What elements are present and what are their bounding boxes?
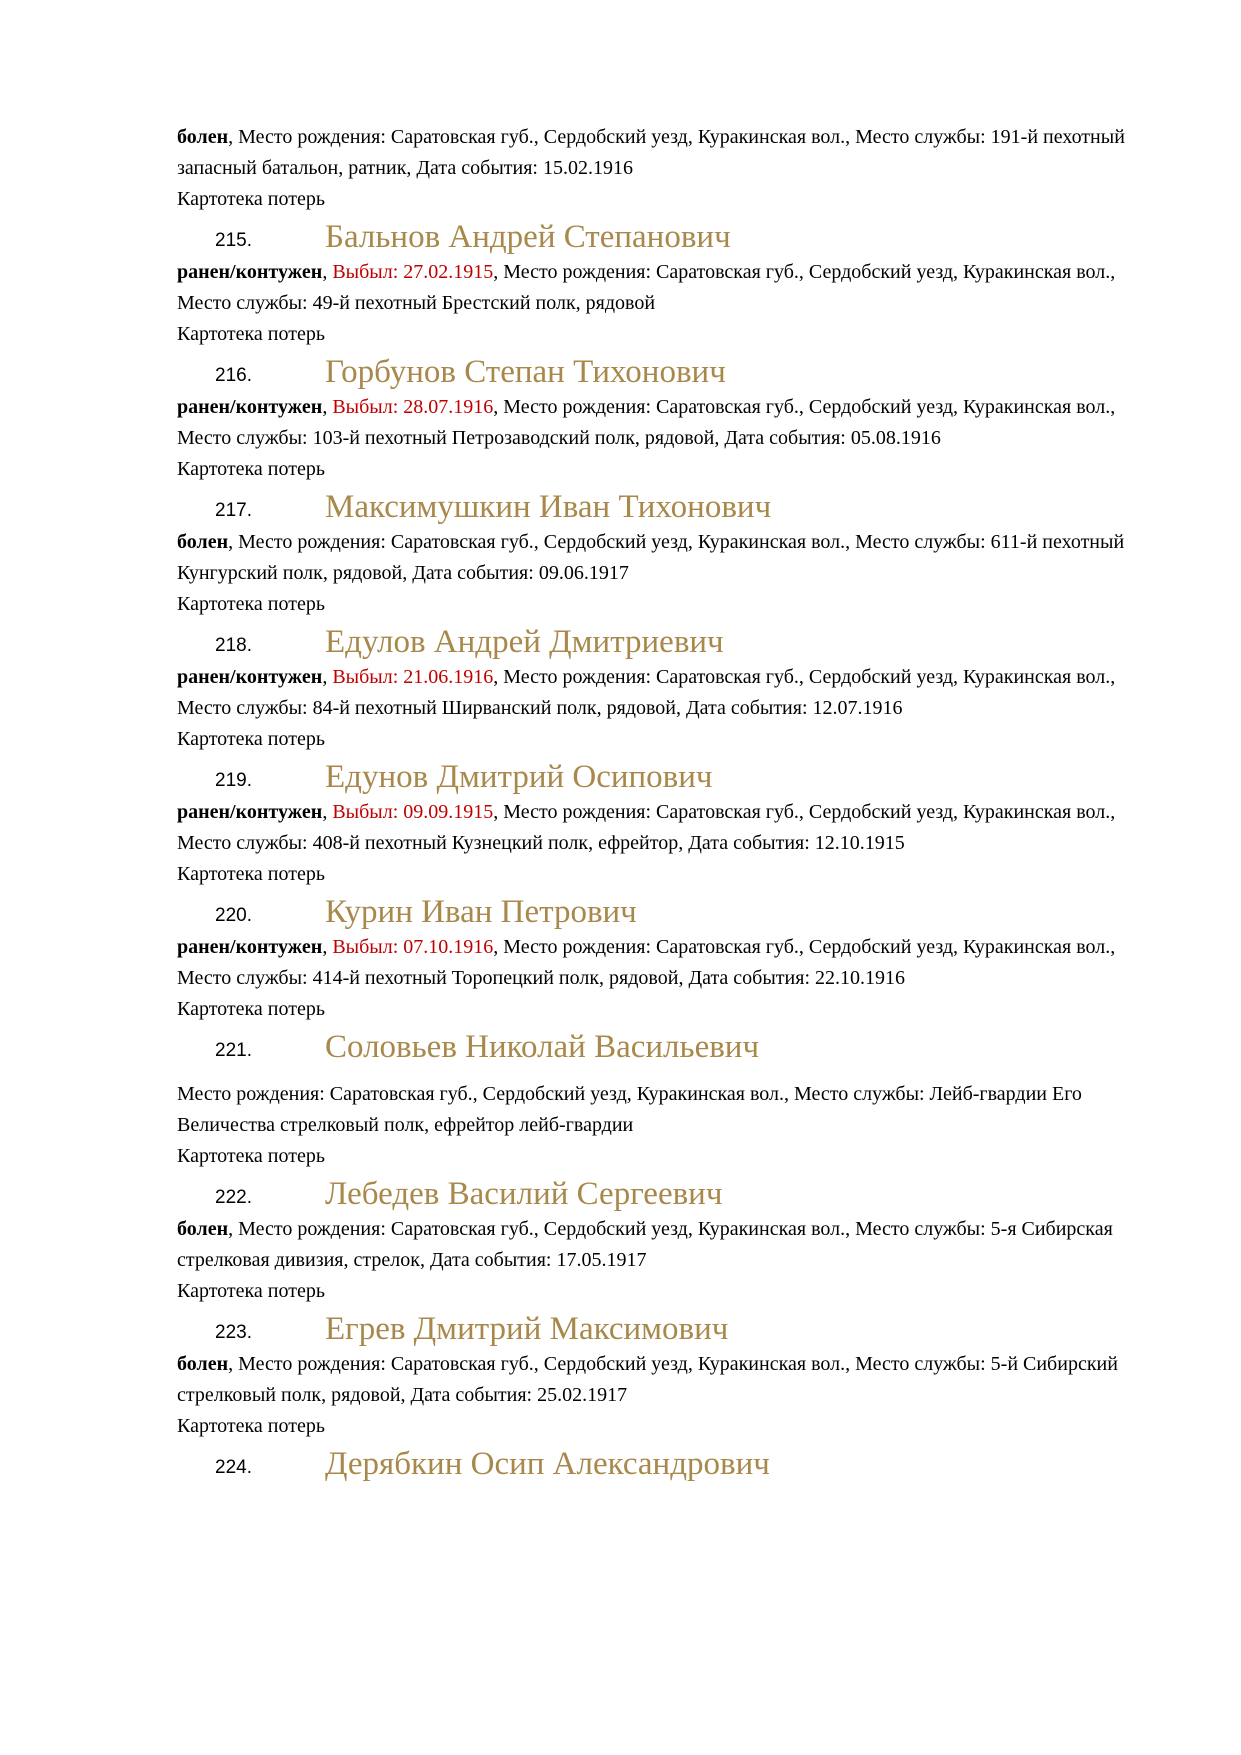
entry-description: ранен/контужен, Выбыл: 21.06.1916, Место рождения: Саратовская губ., Сердобский уезд, Куракинская вол., Место службы: 84-й пехотный Ширванский полк, рядовой, Дата события: 12.07.1916 <box>177 666 1116 719</box>
person-name: Курин Иван Петрович <box>325 894 637 930</box>
casualty-status: болен <box>177 126 229 148</box>
person-name: Соловьев Николай Васильевич <box>325 1029 760 1065</box>
discharge-date: Выбыл: 28.07.1916 <box>332 396 494 418</box>
entry-details: , Место рождения: Саратовская губ., Сердобский уезд, Куракинская вол., Место службы: 414-й пехотный Торопецкий полк, рядовой, Дата события: 22.10.1916 <box>177 936 1116 989</box>
entry-number: 218. <box>215 635 252 656</box>
entry-heading <box>177 215 1157 257</box>
spacer <box>177 1067 1157 1079</box>
entry-heading <box>177 755 1157 797</box>
entry-heading <box>177 1025 1157 1067</box>
casualty-status: болен <box>177 1353 229 1375</box>
source-label: Картотека потерь <box>177 188 325 210</box>
entry-details: , Место рождения: Саратовская губ., Сердобский уезд, Куракинская вол., Место службы: 408-й пехотный Кузнецкий полк, ефрейтор, Дата события: 12.10.1915 <box>177 801 1116 854</box>
entry-heading <box>177 350 1157 392</box>
casualty-status: болен <box>177 1218 229 1240</box>
entry-number: 220. <box>215 905 252 926</box>
casualty-status: ранен/контужен <box>177 666 323 688</box>
entry-details: , Место рождения: Саратовская губ., Сердобский уезд, Куракинская вол., Место службы: 49-й пехотный Брестский полк, рядовой <box>177 261 1116 314</box>
entry-details: , Место рождения: Саратовская губ., Сердобский уезд, Куракинская вол., Место службы: 84-й пехотный Ширванский полк, рядовой, Дата события: 12.07.1916 <box>177 666 1116 719</box>
source-label: Картотека потерь <box>177 728 325 750</box>
entry-description <box>177 527 1157 589</box>
entry-details: , Место рождения: Саратовская губ., Сердобский уезд, Куракинская вол., Место службы: 611-й пехотный Кунгурский полк, рядовой, Дата события: 09.06.1917 <box>177 531 1125 584</box>
source-label: Картотека потерь <box>177 1145 325 1167</box>
entry-heading <box>177 1307 1157 1349</box>
entry-heading <box>177 485 1157 527</box>
entry-number: 217. <box>215 500 252 521</box>
discharge-date: Выбыл: 27.02.1915 <box>332 261 494 283</box>
source-label: Картотека потерь <box>177 863 325 885</box>
entry-number: 224. <box>215 1457 252 1478</box>
person-name: Егрев Дмитрий Максимович <box>325 1311 729 1347</box>
entry-description <box>177 1214 1157 1276</box>
source-label: Картотека потерь <box>177 1280 325 1302</box>
source-label: Картотека потерь <box>177 323 325 345</box>
entry-heading <box>177 890 1157 932</box>
person-name: Лебедев Василий Сергеевич <box>325 1176 723 1212</box>
entry-number: 216. <box>215 365 252 386</box>
entry-heading <box>177 1442 1157 1484</box>
entry-details: Место рождения: Саратовская губ., Сердобский уезд, Куракинская вол., Место службы: Лейб-гвардии Его Величества стрелковый полк, ефрейтор лейб-гвардии <box>177 1083 1082 1136</box>
person-name: Едулов Андрей Дмитриевич <box>325 624 724 660</box>
entry-heading <box>177 620 1157 662</box>
casualty-status: ранен/контужен <box>177 936 323 958</box>
casualty-status: ранен/контужен <box>177 801 323 823</box>
entry-details: , Место рождения: Саратовская губ., Сердобский уезд, Куракинская вол., Место службы: 191-й пехотный запасный батальон, ратник, Дата события: 15.02.1916 <box>177 126 1125 179</box>
casualty-status: болен <box>177 531 229 553</box>
entry-details: , Место рождения: Саратовская губ., Сердобский уезд, Куракинская вол., Место службы: 5-я Сибирская стрелковая дивизия, стрелок, Дата события: 17.05.1917 <box>177 1218 1113 1271</box>
entry-number: 221. <box>215 1040 252 1061</box>
entry-details: , Место рождения: Саратовская губ., Сердобский уезд, Куракинская вол., Место службы: 5-й Сибирский стрелковый полк, рядовой, Дата события: 25.02.1917 <box>177 1353 1118 1406</box>
person-name: Едунов Дмитрий Осипович <box>325 759 713 795</box>
entry-description: ранен/контужен, Выбыл: 09.09.1915, Место рождения: Саратовская губ., Сердобский уезд, Куракинская вол., Место службы: 408-й пехотный Кузнецкий полк, ефрейтор, Дата события: 12.10.1915 <box>177 801 1116 854</box>
person-name: Бальнов Андрей Степанович <box>325 219 731 255</box>
entry-description: ранен/контужен, Выбыл: 07.10.1916, Место рождения: Саратовская губ., Сердобский уезд, Куракинская вол., Место службы: 414-й пехотный Торопецкий полк, рядовой, Дата события: 22.10.1916 <box>177 936 1116 989</box>
discharge-date: Выбыл: 07.10.1916 <box>332 936 494 958</box>
casualty-status: ранен/контужен <box>177 396 323 418</box>
source-label: Картотека потерь <box>177 593 325 615</box>
source-label: Картотека потерь <box>177 998 325 1020</box>
source-label: Картотека потерь <box>177 458 325 480</box>
entry-description <box>177 122 1157 184</box>
person-name: Горбунов Степан Тихонович <box>325 354 726 390</box>
document-page <box>177 122 1157 1484</box>
discharge-date: Выбыл: 09.09.1915 <box>332 801 494 823</box>
entry-description <box>177 1349 1157 1411</box>
casualty-status: ранен/контужен <box>177 261 323 283</box>
entry-heading <box>177 1172 1157 1214</box>
entry-number: 219. <box>215 770 252 791</box>
source-label: Картотека потерь <box>177 1415 325 1437</box>
entry-description: ранен/контужен, Выбыл: 28.07.1916, Место рождения: Саратовская губ., Сердобский уезд, Куракинская вол., Место службы: 103-й пехотный Петрозаводский полк, рядовой, Дата события: 05.08.1916 <box>177 396 1116 449</box>
entry-number: 215. <box>215 230 252 251</box>
entry-description: ранен/контужен, Выбыл: 27.02.1915, Место рождения: Саратовская губ., Сердобский уезд, Куракинская вол., Место службы: 49-й пехотный Брестский полк, рядовой <box>177 261 1116 314</box>
person-name: Максимушкин Иван Тихонович <box>325 489 772 525</box>
entry-number: 223. <box>215 1322 252 1343</box>
entry-details: , Место рождения: Саратовская губ., Сердобский уезд, Куракинская вол., Место службы: 103-й пехотный Петрозаводский полк, рядовой, Дата события: 05.08.1916 <box>177 396 1116 449</box>
person-name: Дерябкин Осип Александрович <box>325 1446 770 1482</box>
entry-number: 222. <box>215 1187 252 1208</box>
entry-description <box>177 1079 1157 1141</box>
discharge-date: Выбыл: 21.06.1916 <box>332 666 494 688</box>
